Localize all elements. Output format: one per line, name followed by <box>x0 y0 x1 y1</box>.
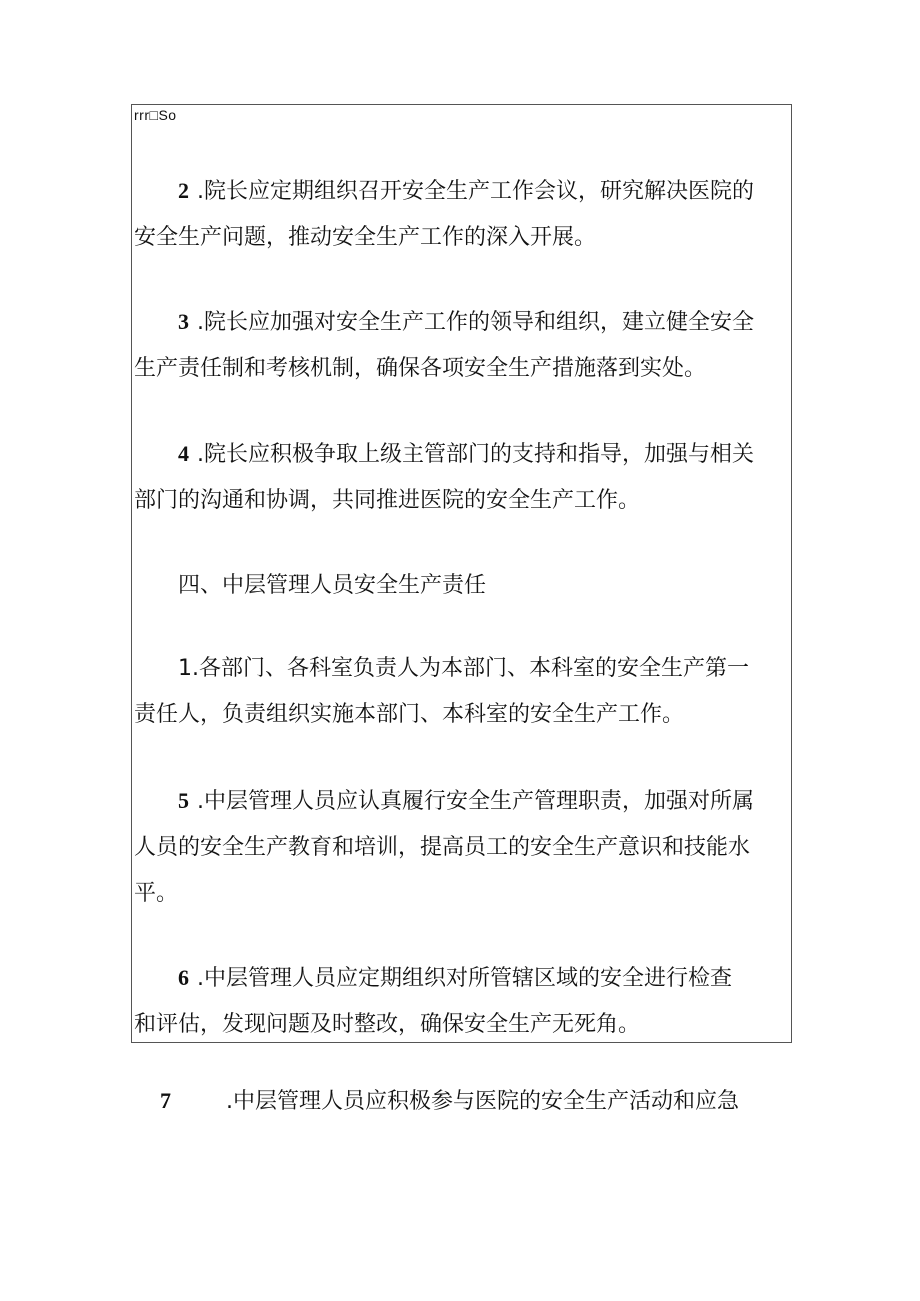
paragraph-line: 安全生产问题，推动安全生产工作的深入开展。 <box>134 225 597 250</box>
line-text: .院长应积极争取上级主管部门的支持和指导，加强与相关 <box>197 442 754 467</box>
header-fragment: rrr□So <box>134 107 177 123</box>
paragraph-3 <box>134 299 790 392</box>
item-number: 6 <box>178 965 189 990</box>
paragraph-line: 生产责任制和考核机制，确保各项安全生产措施落到实处。 <box>134 356 707 381</box>
line-text: .院长应加强对安全生产工作的领导和组织，建立健全安全 <box>197 310 754 335</box>
section-heading <box>134 563 790 609</box>
paragraph-line <box>134 646 790 692</box>
item-number: 1 <box>178 656 192 681</box>
paragraph-7 <box>160 1078 739 1125</box>
item-number: 3 <box>178 309 189 334</box>
paragraph-4 <box>134 431 790 524</box>
item-number: 2 <box>178 178 189 203</box>
paragraph-line <box>134 778 790 825</box>
line-text: .中层管理人员应定期组织对所管辖区域的安全进行检查 <box>197 966 732 991</box>
paragraph-line: 部门的沟通和协调，共同推进医院的安全生产工作。 <box>134 488 641 513</box>
paragraph-5 <box>134 778 790 917</box>
item-number: 7 <box>160 1088 171 1113</box>
paragraph-line <box>134 168 790 215</box>
paragraph-line <box>134 299 790 346</box>
paragraph-line: 和评估，发现问题及时整改，确保安全生产无死角。 <box>134 1012 641 1037</box>
item-number: 5 <box>178 788 189 813</box>
paragraph-6 <box>134 955 790 1048</box>
paragraph-line: 平。 <box>134 881 179 906</box>
paragraph-line <box>134 431 790 478</box>
line-text: .中层管理人员应认真履行安全生产管理职责，加强对所属 <box>197 789 754 814</box>
line-text: .中层管理人员应积极参与医院的安全生产活动和应急 <box>226 1089 739 1114</box>
line-text: .各部门、各科室负责人为本部门、本科室的安全生产第一 <box>192 656 749 681</box>
heading-text: 四、中层管理人员安全生产责任 <box>178 573 487 598</box>
paragraph-line <box>134 955 790 1002</box>
paragraph-1 <box>134 646 790 738</box>
item-number: 4 <box>178 441 189 466</box>
line-text: .院长应定期组织召开安全生产工作会议，研究解决医院的 <box>197 179 754 204</box>
paragraph-line: 责任人，负责组织实施本部门、本科室的安全生产工作。 <box>134 702 685 727</box>
paragraph-line: 人员的安全生产教育和培训，提高员工的安全生产意识和技能水 <box>134 835 751 860</box>
paragraph-2 <box>134 168 790 261</box>
